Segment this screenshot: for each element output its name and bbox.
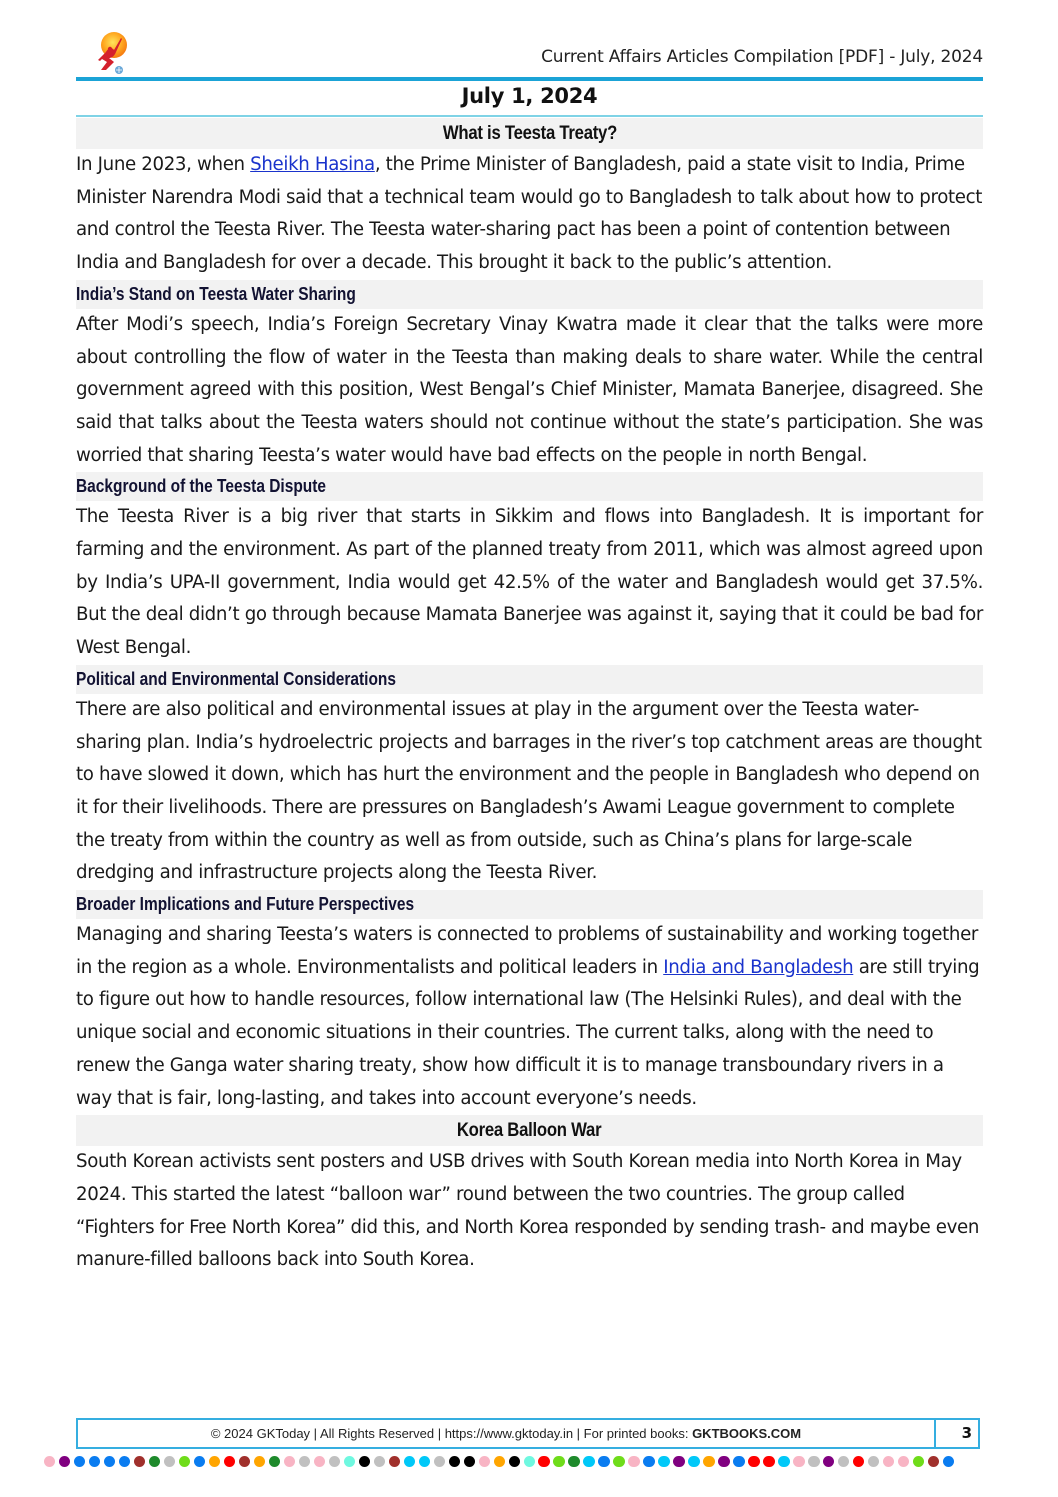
decorative-dot bbox=[494, 1456, 505, 1467]
decorative-dot bbox=[853, 1456, 864, 1467]
article-title: What is Teesta Treaty? bbox=[76, 118, 983, 149]
decorative-dot bbox=[748, 1456, 759, 1467]
section-text: There are also political and environmental issues at play in the argument over the Teesta water-sharing plan. India’s hydroelectric projects and barrages in the river’s top catchment areas are thought to have slowed it down, which has hurt the environment and the people in Bangladesh who depend on it for their livelihoods. There are pressures on Bangladesh’s Awami League government to complete the treaty from within the country as well as from outside, such as China’s plans for large-scale dredging and infrastructure projects along the Teesta River. bbox=[76, 698, 982, 884]
decorative-dot bbox=[598, 1456, 609, 1467]
decorative-dot bbox=[389, 1456, 400, 1467]
decorative-dot bbox=[553, 1456, 564, 1467]
decorative-dot bbox=[434, 1456, 445, 1467]
footer-copyright: © 2024 GKToday | All Rights Reserved | https://www.gktoday.in | For printed books: GKTBOOKS.COM bbox=[210, 1426, 802, 1441]
decorative-dot bbox=[149, 1456, 160, 1467]
decorative-dot bbox=[194, 1456, 205, 1467]
decorative-dot bbox=[374, 1456, 385, 1467]
decorative-dot bbox=[524, 1456, 535, 1467]
decorative-dot bbox=[658, 1456, 669, 1467]
article-text: South Korean activists sent posters and USB drives with South Korean media into North Korea in May 2024. This started the latest “balloon war” round between the two countries. The group called “Fighters for Free North Korea” did this, and North Korea responded by sending trash- and maybe even manure-filled balloons back into South Korea. bbox=[76, 1151, 980, 1271]
decorative-dot bbox=[224, 1456, 235, 1467]
decorative-dot bbox=[449, 1456, 460, 1467]
decorative-dot bbox=[179, 1456, 190, 1467]
page-number: 3 bbox=[934, 1420, 978, 1447]
india-and-bangladesh-link[interactable]: India and Bangladesh bbox=[663, 956, 854, 978]
decorative-dot bbox=[344, 1456, 355, 1467]
decorative-dot bbox=[928, 1456, 939, 1467]
section-text: After Modi’s speech, India’s Foreign Secretary Vinay Kwatra made it clear that the talks were more about controlling the flow of water in the Teesta than making deals to share water. While the central government agreed with this position, West Bengal’s Chief Minister, Mamata Banerjee, disagreed. She said that talks about the Teesta waters should not continue without the state’s participation. She was worried that sharing Teesta’s water would have bad effects on the people in north Bengal. bbox=[76, 313, 983, 466]
decorative-dot bbox=[808, 1456, 819, 1467]
section-heading: Background of the Teesta Dispute bbox=[76, 472, 983, 501]
decorative-dot bbox=[778, 1456, 789, 1467]
page-footer bbox=[76, 1418, 980, 1449]
decorative-dot bbox=[59, 1456, 70, 1467]
decorative-dot bbox=[613, 1456, 624, 1467]
decorative-dot bbox=[404, 1456, 415, 1467]
decorative-dot bbox=[943, 1456, 954, 1467]
decorative-dot bbox=[898, 1456, 909, 1467]
decorative-dot bbox=[868, 1456, 879, 1467]
date-divider bbox=[76, 115, 983, 117]
decorative-dot bbox=[89, 1456, 100, 1467]
decorative-dot bbox=[838, 1456, 849, 1467]
decorative-dot bbox=[628, 1456, 639, 1467]
gktoday-logo-icon bbox=[92, 30, 132, 78]
decorative-dot bbox=[509, 1456, 520, 1467]
article-teesta-treaty bbox=[76, 118, 983, 1115]
decorative-dot bbox=[419, 1456, 430, 1467]
decorative-dot bbox=[209, 1456, 220, 1467]
decorative-dot bbox=[763, 1456, 774, 1467]
decorative-dot bbox=[643, 1456, 654, 1467]
section-heading: Political and Environmental Considerations bbox=[76, 665, 983, 694]
decorative-dot bbox=[913, 1456, 924, 1467]
decorative-dot bbox=[883, 1456, 894, 1467]
decorative-dot bbox=[104, 1456, 115, 1467]
decorative-dot bbox=[314, 1456, 325, 1467]
decorative-dot bbox=[688, 1456, 699, 1467]
decorative-dot bbox=[119, 1456, 130, 1467]
articles bbox=[76, 118, 983, 1277]
decorative-dot bbox=[164, 1456, 175, 1467]
decorative-dot bbox=[793, 1456, 804, 1467]
decorative-dot bbox=[359, 1456, 370, 1467]
decorative-dot bbox=[74, 1456, 85, 1467]
decorative-dot bbox=[538, 1456, 549, 1467]
decorative-dot bbox=[44, 1456, 55, 1467]
decorative-dot bbox=[479, 1456, 490, 1467]
decorative-dot bbox=[269, 1456, 280, 1467]
decorative-dot bbox=[583, 1456, 594, 1467]
article-title: Korea Balloon War bbox=[76, 1115, 983, 1146]
section-heading: India’s Stand on Teesta Water Sharing bbox=[76, 280, 983, 309]
article-korea-balloon-war bbox=[76, 1115, 983, 1277]
page-header bbox=[76, 28, 983, 78]
decorative-dot bbox=[733, 1456, 744, 1467]
section-text: Managing and sharing Teesta’s waters is connected to problems of sustainability and working together in the region as a whole. Environmentalists and political leaders in India and Bangladesh are still trying to figure out how to handle resources, follow international law (The Helsinki Rules), and deal with the unique social and economic situations in their countries. The current talks, along with the need to renew the Ganga water sharing treaty, show how difficult it is to manage transboundary rivers in a way that is fair, long-lasting, and takes into account everyone’s needs. bbox=[76, 924, 980, 1109]
decorative-dot bbox=[254, 1456, 265, 1467]
decorative-dot-row bbox=[44, 1456, 954, 1467]
decorative-dot bbox=[718, 1456, 729, 1467]
decorative-dot bbox=[299, 1456, 310, 1467]
decorative-dot bbox=[134, 1456, 145, 1467]
decorative-dot bbox=[823, 1456, 834, 1467]
decorative-dot bbox=[239, 1456, 250, 1467]
footer-brand: GKTBOOKS.COM bbox=[692, 1426, 802, 1441]
document-title: Current Affairs Articles Compilation [PDF] - July, 2024 bbox=[541, 47, 983, 67]
decorative-dot bbox=[673, 1456, 684, 1467]
article-intro: In June 2023, when Sheikh Hasina, the Prime Minister of Bangladesh, paid a state visit to India, Prime Minister Narendra Modi said that a technical team would go to Bangladesh to talk about how to protect and control the Teesta River. The Teesta water-sharing pact has been a point of contention between India and Bangladesh for over a decade. This brought it back to the public’s attention. bbox=[76, 154, 983, 274]
decorative-dot bbox=[568, 1456, 579, 1467]
decorative-dot bbox=[284, 1456, 295, 1467]
date-heading: July 1, 2024 bbox=[461, 84, 598, 108]
section-heading: Broader Implications and Future Perspectives bbox=[76, 890, 983, 919]
decorative-dot bbox=[464, 1456, 475, 1467]
header-divider bbox=[76, 77, 983, 81]
decorative-dot bbox=[703, 1456, 714, 1467]
section-text: The Teesta River is a big river that starts in Sikkim and flows into Bangladesh. It is important for farming and the environment. As part of the planned treaty from 2011, which was almost agreed upon by India’s UPA-II government, India would get 42.5% of the water and Bangladesh would get 37.5%. But the deal didn’t go through because Mamata Banerjee was against it, saying that it could be bad for West Bengal. bbox=[76, 506, 983, 659]
decorative-dot bbox=[329, 1456, 340, 1467]
sheikh-hasina-link[interactable]: Sheikh Hasina bbox=[250, 154, 375, 175]
